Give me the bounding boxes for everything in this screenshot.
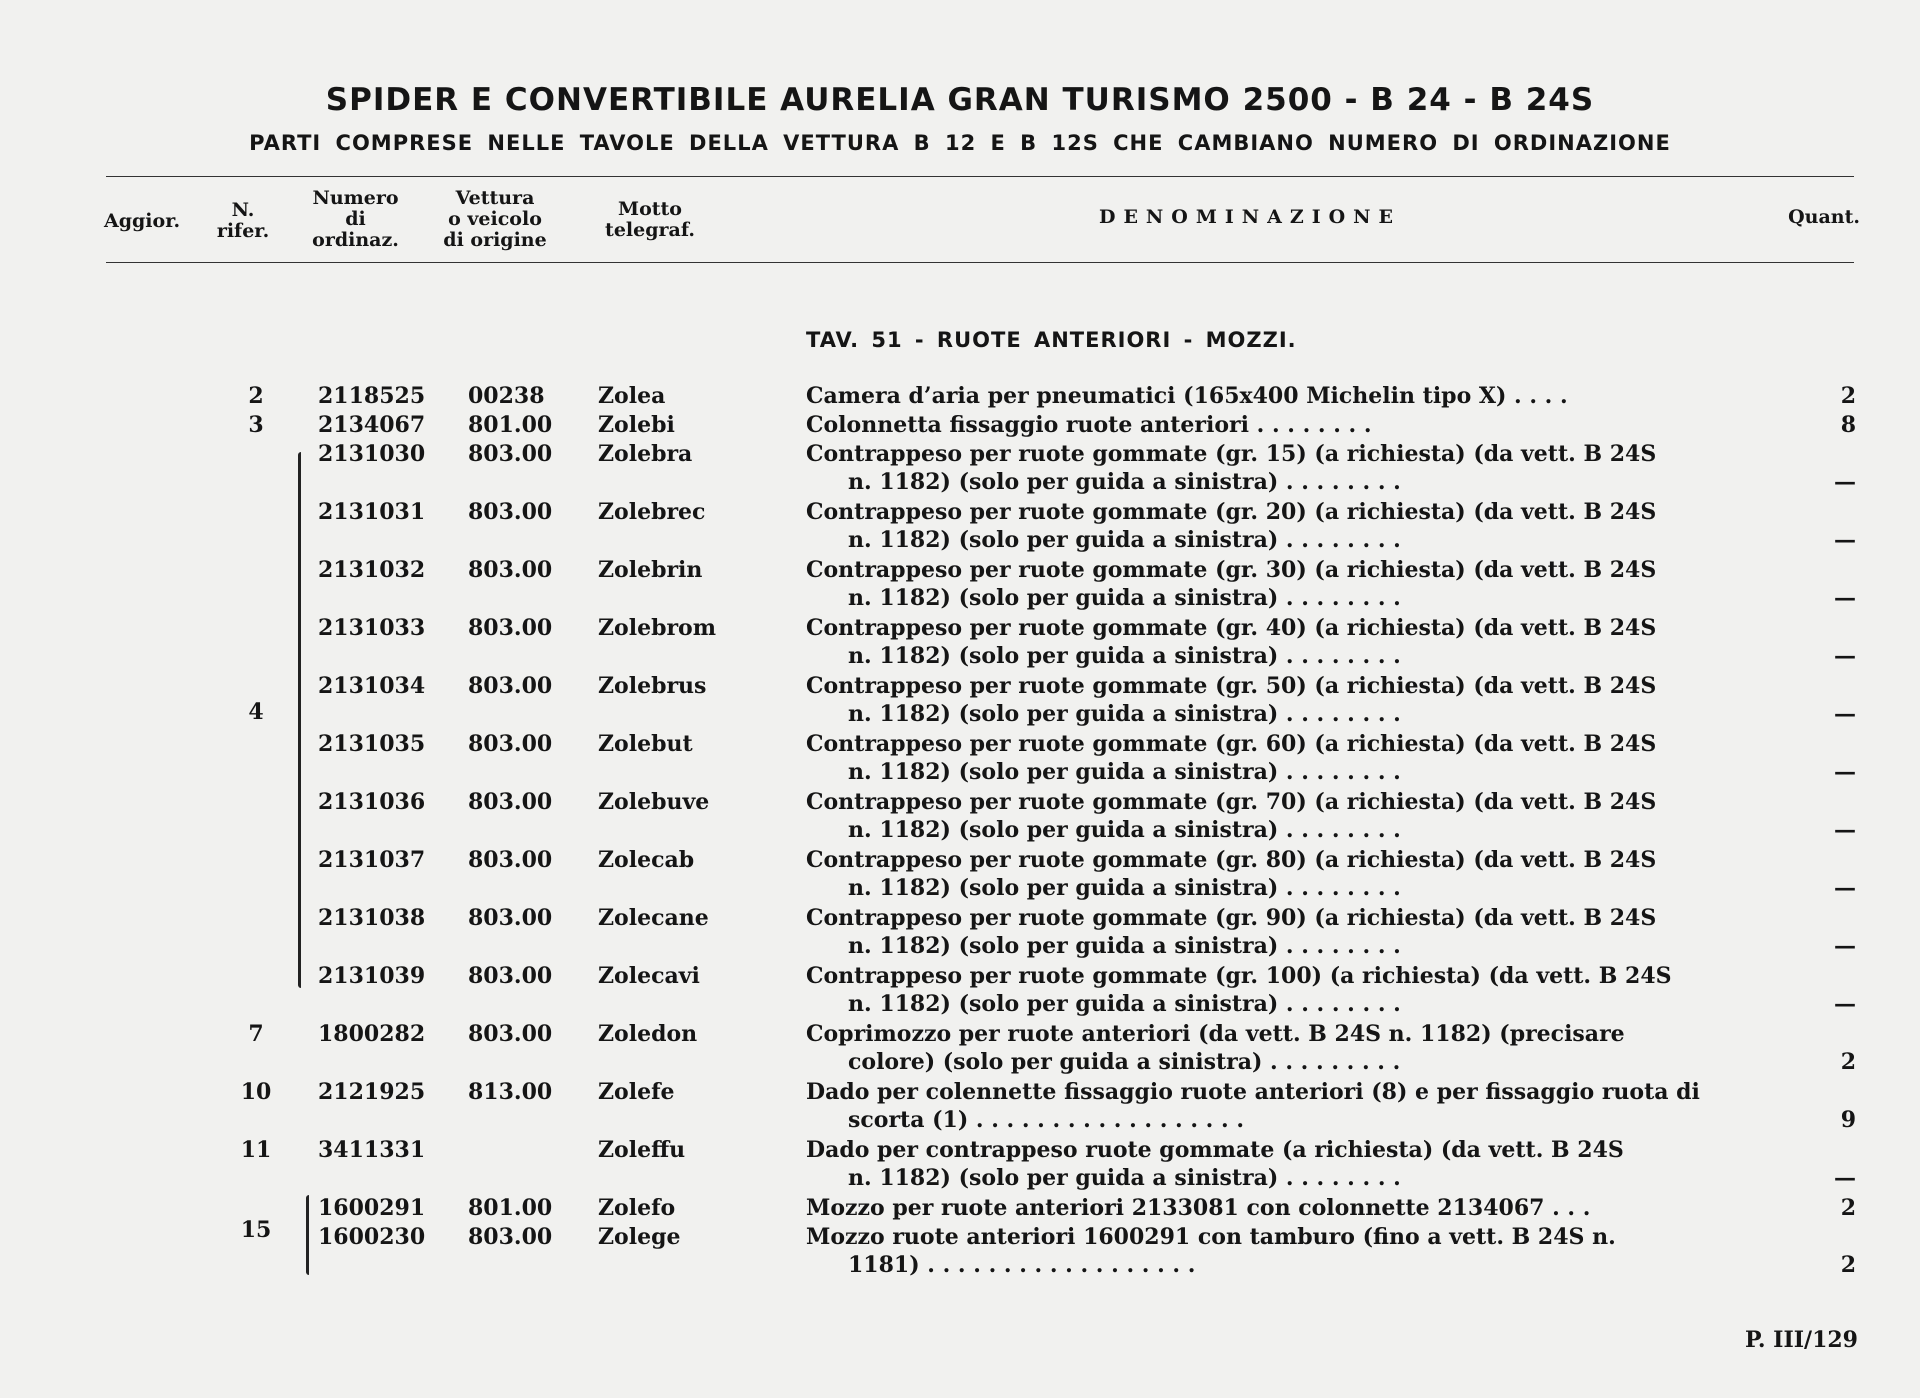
part-order-number: 1600230: [318, 1224, 426, 1250]
col-header-numero: Numero di ordinaz.: [312, 187, 399, 251]
part-ref-number: 3: [248, 412, 264, 438]
part-ref-number: 2: [248, 383, 264, 409]
section-title: TAV. 51 - RUOTE ANTERIORI - MOZZI.: [806, 328, 1297, 352]
part-description: [806, 411, 1776, 439]
part-quantity: —: [1834, 643, 1856, 669]
part-description-line2: n. 1182) (solo per guida a sinistra) . . . . . . . .: [848, 817, 1401, 843]
part-description-line1: Contrappeso per ruote gommate (gr. 40) (a richiesta) (da vett. B 24S: [806, 615, 1657, 641]
part-telegraph-code: Zolebrec: [598, 499, 706, 525]
part-description-line2: n. 1182) (solo per guida a sinistra) . . . . . . . .: [848, 643, 1401, 669]
part-description-line2: n. 1182) (solo per guida a sinistra) . . . . . . . .: [848, 759, 1401, 785]
part-description: [806, 1136, 1776, 1192]
part-telegraph-code: Zolecab: [598, 847, 695, 873]
part-vehicle-origin: 803.00: [468, 963, 553, 989]
part-quantity: —: [1834, 759, 1856, 785]
part-description-line2: n. 1182) (solo per guida a sinistra) . . . . . . . .: [848, 1165, 1401, 1191]
group-ref-15: 15: [240, 1217, 272, 1243]
header-bottom-rule: [106, 262, 1854, 263]
part-description-line1: Camera d’aria per pneumatici (165x400 Michelin tipo X) . . . .: [806, 383, 1568, 409]
part-order-number: 2118525: [318, 383, 426, 409]
page-number: P. III/129: [1744, 1327, 1858, 1353]
part-description-line2: n. 1182) (solo per guida a sinistra) . . . . . . . .: [848, 933, 1401, 959]
part-description: [806, 382, 1776, 410]
part-order-number: 2131039: [318, 963, 426, 989]
part-quantity: —: [1834, 1165, 1856, 1191]
part-description: [806, 1020, 1776, 1076]
part-vehicle-origin: 813.00: [468, 1079, 553, 1105]
part-description: [806, 440, 1776, 496]
part-quantity: 2: [1840, 1049, 1856, 1075]
part-vehicle-origin: 803.00: [468, 847, 553, 873]
part-vehicle-origin: 801.00: [468, 412, 553, 438]
part-telegraph-code: Zolebrin: [598, 557, 703, 583]
part-quantity: —: [1834, 527, 1856, 553]
part-quantity: —: [1834, 701, 1856, 727]
part-telegraph-code: Zolefe: [598, 1079, 675, 1105]
part-description-line1: Contrappeso per ruote gommate (gr. 80) (a richiesta) (da vett. B 24S: [806, 847, 1657, 873]
part-vehicle-origin: 803.00: [468, 557, 553, 583]
part-order-number: 3411331: [318, 1137, 426, 1163]
part-description: [806, 672, 1776, 728]
part-telegraph-code: Zoleffu: [598, 1137, 686, 1163]
part-description: [806, 788, 1776, 844]
part-description-line2: n. 1182) (solo per guida a sinistra) . . . . . . . .: [848, 991, 1401, 1017]
part-order-number: 2131035: [318, 731, 426, 757]
part-order-number: 2121925: [318, 1079, 426, 1105]
part-telegraph-code: Zolebi: [598, 412, 675, 438]
part-vehicle-origin: 801.00: [468, 1195, 553, 1221]
part-quantity: 2: [1840, 1252, 1856, 1278]
col-header-rifer: N. rifer.: [216, 199, 270, 242]
part-description: [806, 498, 1776, 554]
part-description-line1: Dado per contrappeso ruote gommate (a richiesta) (da vett. B 24S: [806, 1137, 1624, 1163]
part-quantity: 2: [1840, 383, 1856, 409]
part-description-line1: Contrappeso per ruote gommate (gr. 70) (a richiesta) (da vett. B 24S: [806, 789, 1657, 815]
part-telegraph-code: Zolecavi: [598, 963, 700, 989]
part-telegraph-code: Zolebut: [598, 731, 693, 757]
part-telegraph-code: Zolecane: [598, 905, 709, 931]
part-description: [806, 730, 1776, 786]
col-header-aggior: Aggior.: [104, 210, 181, 232]
part-quantity: —: [1834, 875, 1856, 901]
part-vehicle-origin: 803.00: [468, 673, 553, 699]
part-ref-number: 11: [240, 1137, 272, 1163]
part-quantity: —: [1834, 991, 1856, 1017]
part-ref-number: 10: [240, 1079, 272, 1105]
header-top-rule: [106, 176, 1854, 177]
part-order-number: 2131032: [318, 557, 426, 583]
part-description-line2: n. 1182) (solo per guida a sinistra) . . . . . . . .: [848, 527, 1401, 553]
part-quantity: 8: [1840, 412, 1856, 438]
part-description-line2: 1181) . . . . . . . . . . . . . . . . . .: [848, 1252, 1196, 1278]
part-telegraph-code: Zoledon: [598, 1021, 698, 1047]
part-quantity: —: [1834, 469, 1856, 495]
part-description: [806, 1194, 1776, 1222]
part-description-line1: Mozzo ruote anteriori 1600291 con tamburo (fino a vett. B 24S n.: [806, 1224, 1616, 1250]
part-quantity: —: [1834, 817, 1856, 843]
part-description-line1: Colonnetta fissaggio ruote anteriori . . . . . . . .: [806, 412, 1372, 438]
part-description: [806, 1223, 1776, 1279]
part-description-line1: Dado per colennette fissaggio ruote anteriori (8) e per fissaggio ruota di: [806, 1079, 1700, 1105]
part-vehicle-origin: 00238: [468, 383, 545, 409]
part-description-line2: n. 1182) (solo per guida a sinistra) . . . . . . . .: [848, 701, 1401, 727]
part-telegraph-code: Zolege: [598, 1224, 681, 1250]
part-telegraph-code: Zolebuve: [598, 789, 710, 815]
part-order-number: 2131037: [318, 847, 426, 873]
part-vehicle-origin: 803.00: [468, 789, 553, 815]
part-vehicle-origin: 803.00: [468, 731, 553, 757]
part-description-line1: Mozzo per ruote anteriori 2133081 con colonnette 2134067 . . .: [806, 1195, 1591, 1221]
part-description-line1: Contrappeso per ruote gommate (gr. 15) (a richiesta) (da vett. B 24S: [806, 441, 1657, 467]
col-header-motto: Motto telegraf.: [605, 198, 695, 241]
part-order-number: 2131030: [318, 441, 426, 467]
part-vehicle-origin: 803.00: [468, 441, 553, 467]
part-description-line1: Contrappeso per ruote gommate (gr. 60) (a richiesta) (da vett. B 24S: [806, 731, 1657, 757]
col-header-denominazione: DENOMINAZIONE: [1098, 206, 1402, 228]
group-brace-4: [298, 452, 301, 988]
part-ref-number: 7: [248, 1021, 264, 1047]
col-header-vettura: Vettura o veicolo di origine: [443, 187, 547, 251]
part-order-number: 1800282: [318, 1021, 426, 1047]
part-order-number: 2134067: [318, 412, 426, 438]
part-vehicle-origin: 803.00: [468, 905, 553, 931]
part-description: [806, 846, 1776, 902]
part-description: [806, 556, 1776, 612]
part-description: [806, 614, 1776, 670]
part-description: [806, 962, 1776, 1018]
part-description-line1: Contrappeso per ruote gommate (gr. 20) (a richiesta) (da vett. B 24S: [806, 499, 1657, 525]
part-vehicle-origin: 803.00: [468, 1021, 553, 1047]
part-description-line1: Contrappeso per ruote gommate (gr. 100) (a richiesta) (da vett. B 24S: [806, 963, 1672, 989]
part-order-number: 2131031: [318, 499, 426, 525]
part-telegraph-code: Zolea: [598, 383, 666, 409]
part-quantity: —: [1834, 933, 1856, 959]
part-quantity: —: [1834, 585, 1856, 611]
part-order-number: 2131036: [318, 789, 426, 815]
page-subtitle: PARTI COMPRESE NELLE TAVOLE DELLA VETTURA B 12 E B 12S CHE CAMBIANO NUMERO DI ORDINAZIONE: [249, 131, 1671, 155]
part-description-line2: n. 1182) (solo per guida a sinistra) . . . . . . . .: [848, 875, 1401, 901]
page-title: SPIDER E CONVERTIBILE AURELIA GRAN TURISMO 2500 - B 24 - B 24S: [325, 82, 1595, 118]
part-description-line2: n. 1182) (solo per guida a sinistra) . . . . . . . .: [848, 585, 1401, 611]
part-quantity: 9: [1840, 1107, 1856, 1133]
part-description: [806, 904, 1776, 960]
part-order-number: 2131038: [318, 905, 426, 931]
part-description-line2: scorta (1) . . . . . . . . . . . . . . . . . .: [848, 1107, 1244, 1133]
part-description-line1: Contrappeso per ruote gommate (gr. 30) (a richiesta) (da vett. B 24S: [806, 557, 1657, 583]
part-description: [806, 1078, 1776, 1134]
part-description-line2: n. 1182) (solo per guida a sinistra) . . . . . . . .: [848, 469, 1401, 495]
col-header-quant: Quant.: [1788, 206, 1860, 228]
part-telegraph-code: Zolebra: [598, 441, 693, 467]
group-ref-4: 4: [248, 699, 264, 725]
part-telegraph-code: Zolebrom: [598, 615, 717, 641]
part-order-number: 1600291: [318, 1195, 426, 1221]
part-description-line2: colore) (solo per guida a sinistra) . . . . . . . . .: [848, 1049, 1401, 1075]
part-vehicle-origin: 803.00: [468, 615, 553, 641]
group-brace-15: [306, 1195, 309, 1275]
part-telegraph-code: Zolebrus: [598, 673, 707, 699]
part-description-line1: Contrappeso per ruote gommate (gr. 50) (a richiesta) (da vett. B 24S: [806, 673, 1657, 699]
part-description-line1: Contrappeso per ruote gommate (gr. 90) (a richiesta) (da vett. B 24S: [806, 905, 1657, 931]
part-vehicle-origin: 803.00: [468, 1224, 553, 1250]
part-order-number: 2131034: [318, 673, 426, 699]
part-telegraph-code: Zolefo: [598, 1195, 676, 1221]
part-order-number: 2131033: [318, 615, 426, 641]
part-quantity: 2: [1840, 1195, 1856, 1221]
part-description-line1: Coprimozzo per ruote anteriori (da vett. B 24S n. 1182) (precisare: [806, 1021, 1625, 1047]
part-vehicle-origin: 803.00: [468, 499, 553, 525]
